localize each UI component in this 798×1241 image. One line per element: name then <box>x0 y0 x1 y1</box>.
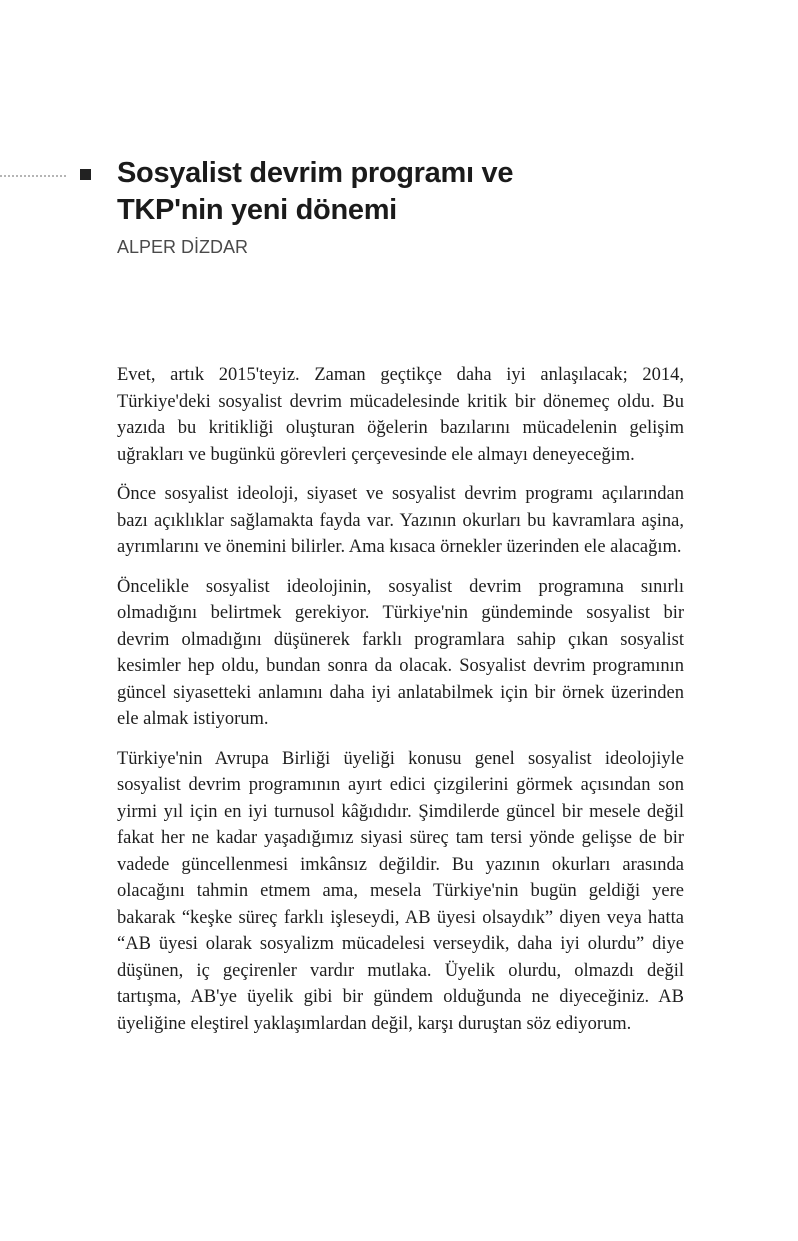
article-title <box>117 155 684 229</box>
dotted-rule <box>0 175 66 177</box>
article-content <box>117 155 684 1050</box>
author-name: ALPER DİZDAR <box>117 237 249 257</box>
paragraph: Türkiye'nin Avrupa Birliği üyeliği konusu genel sosyalist ideolojiyle sosyalist devrim programının ayırt edici çizgilerini görmek açısından son yirmi yıl için en iyi turnusol kâğıdıdır. Şimdilerde güncel bir mesele değil fakat her ne kadar yaşadığımız siyasi süreç tam tersi yönde gelişse de bir vadede güncellenmesi imkânsız değildir. Bu yazının okurları arasında olacağını tahmin etmem ama, mesela Türkiye'nin bugün geldiği yere bakarak “keşke süreç farklı işleseydi, AB üyesi olsaydık” diyen veya hatta “AB üyesi olarak sosyalizm mücadelesi verseydik, daha iyi olurdu” diye düşünen, iç geçirenler vardır mutlaka. Üyelik olurdu, olmazdı değil tartışma, AB'ye üyelik gibi bir gündem olduğunda ne diyeceğiniz. AB üyeliğine eleştirel yaklaşımlardan değil, karşı duruştan söz ediyorum. <box>117 748 684 1034</box>
paragraph: Evet, artık 2015'teyiz. Zaman geçtikçe daha iyi anlaşılacak; 2014, Türkiye'deki sosyalist devrim mücadelesinde kritik bir dönemeç oldu. Bu yazıda bu kritikliği oluşturan öğelerin bazılarını mücadelenin gelişim uğrakları ve bugünkü görevleri çerçevesinde ele almayı deneyeceğim. <box>117 365 684 465</box>
article-title-line-1: Sosyalist devrim programı ve <box>117 157 514 189</box>
paragraph: Öncelikle sosyalist ideolojinin, sosyalist devrim programına sınırlı olmadığını belirtmek gerekiyor. Türkiye'nin gündeminde sosyalist bir devrim olmadığını düşünerek farklı programlara sahip çıkan sosyalist kesimler hep oldu, bundan sonra da olacak. Sosyalist devrim programının güncel siyasetteki anlamını daha iyi anlatabilmek için bir örnek üzerinden ele almak istiyorum. <box>117 576 684 729</box>
article-body <box>117 362 684 1037</box>
article-title-line-2: TKP'nin yeni dönemi <box>117 194 397 226</box>
section-bullet-square-icon <box>80 169 91 180</box>
paragraph: Önce sosyalist ideoloji, siyaset ve sosyalist devrim programı açılarından bazı açıklıklar sağlamakta fayda var. Yazının okurları bu kavramlara aşina, ayrımlarını ve önemini bilirler. Ama kısaca örnekler üzerinden ele alacağım. <box>117 484 684 557</box>
